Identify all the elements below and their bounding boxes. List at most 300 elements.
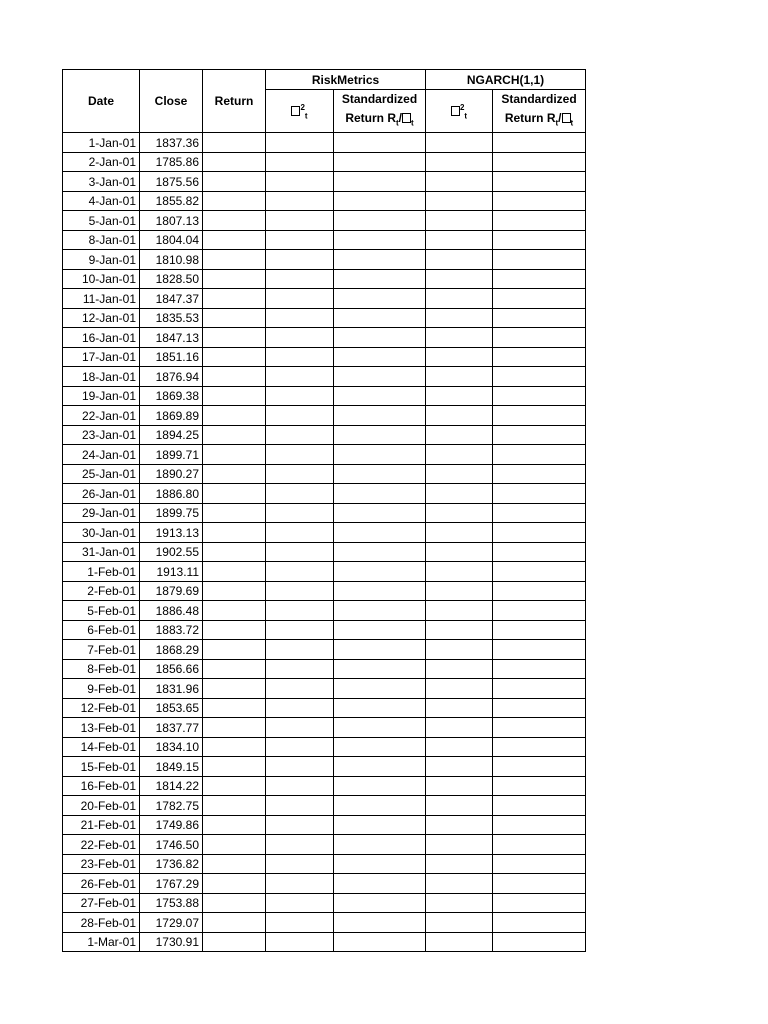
close-cell[interactable]: 1835.53 (140, 308, 203, 328)
riskmetrics-standardized-cell[interactable] (334, 679, 426, 699)
close-cell[interactable]: 1913.11 (140, 562, 203, 582)
close-cell[interactable]: 1879.69 (140, 581, 203, 601)
riskmetrics-variance-cell[interactable] (266, 796, 334, 816)
riskmetrics-standardized-cell[interactable] (334, 347, 426, 367)
riskmetrics-variance-cell[interactable] (266, 854, 334, 874)
riskmetrics-standardized-cell[interactable] (334, 737, 426, 757)
ngarch-standardized-cell[interactable] (493, 913, 586, 933)
close-cell[interactable]: 1856.66 (140, 659, 203, 679)
date-cell[interactable]: 23-Feb-01 (63, 854, 140, 874)
return-cell[interactable] (203, 542, 266, 562)
ngarch-variance-cell[interactable] (426, 464, 493, 484)
ngarch-standardized-cell[interactable] (493, 425, 586, 445)
ngarch-standardized-cell[interactable] (493, 796, 586, 816)
ngarch-standardized-cell[interactable] (493, 445, 586, 465)
riskmetrics-variance-cell[interactable] (266, 464, 334, 484)
ngarch-variance-cell[interactable] (426, 367, 493, 387)
close-cell[interactable]: 1837.36 (140, 133, 203, 153)
riskmetrics-standardized-cell[interactable] (334, 523, 426, 543)
riskmetrics-standardized-cell[interactable] (334, 152, 426, 172)
ngarch-variance-cell[interactable] (426, 581, 493, 601)
ngarch-standardized-cell[interactable] (493, 211, 586, 231)
ngarch-variance-cell[interactable] (426, 913, 493, 933)
date-cell[interactable]: 27-Feb-01 (63, 893, 140, 913)
date-cell[interactable]: 16-Feb-01 (63, 776, 140, 796)
date-header[interactable]: Date (63, 70, 140, 133)
close-cell[interactable]: 1886.48 (140, 601, 203, 621)
return-cell[interactable] (203, 815, 266, 835)
riskmetrics-variance-cell[interactable] (266, 211, 334, 231)
riskmetrics-standardized-cell[interactable] (334, 250, 426, 270)
ngarch-standardized-cell[interactable] (493, 503, 586, 523)
ngarch-variance-cell[interactable] (426, 698, 493, 718)
riskmetrics-standardized-cell[interactable] (334, 133, 426, 153)
ngarch-standardized-cell[interactable] (493, 347, 586, 367)
return-cell[interactable] (203, 172, 266, 192)
ngarch-variance-cell[interactable] (426, 269, 493, 289)
date-cell[interactable]: 20-Feb-01 (63, 796, 140, 816)
ngarch-variance-cell[interactable] (426, 737, 493, 757)
close-cell[interactable]: 1837.77 (140, 718, 203, 738)
close-cell[interactable]: 1831.96 (140, 679, 203, 699)
ngarch-variance-cell[interactable] (426, 484, 493, 504)
riskmetrics-variance-cell[interactable] (266, 620, 334, 640)
ngarch-variance-cell[interactable] (426, 718, 493, 738)
date-cell[interactable]: 2-Feb-01 (63, 581, 140, 601)
riskmetrics-standardized-cell[interactable] (334, 796, 426, 816)
return-cell[interactable] (203, 698, 266, 718)
return-cell[interactable] (203, 737, 266, 757)
riskmetrics-variance-cell[interactable] (266, 757, 334, 777)
riskmetrics-variance-cell[interactable] (266, 932, 334, 952)
return-cell[interactable] (203, 932, 266, 952)
riskmetrics-variance-cell[interactable] (266, 874, 334, 894)
return-cell[interactable] (203, 601, 266, 621)
date-cell[interactable]: 3-Jan-01 (63, 172, 140, 192)
riskmetrics-variance-cell[interactable] (266, 503, 334, 523)
riskmetrics-variance-cell[interactable] (266, 289, 334, 309)
close-cell[interactable]: 1785.86 (140, 152, 203, 172)
date-cell[interactable]: 1-Feb-01 (63, 562, 140, 582)
riskmetrics-variance-cell[interactable] (266, 679, 334, 699)
ngarch-variance-cell[interactable] (426, 328, 493, 348)
ngarch-standardized-cell[interactable] (493, 133, 586, 153)
riskmetrics-standardized-cell[interactable] (334, 269, 426, 289)
return-cell[interactable] (203, 913, 266, 933)
ngarch-standardized-cell[interactable] (493, 718, 586, 738)
riskmetrics-standardized-cell[interactable] (334, 191, 426, 211)
return-cell[interactable] (203, 796, 266, 816)
close-cell[interactable]: 1814.22 (140, 776, 203, 796)
date-cell[interactable]: 22-Jan-01 (63, 406, 140, 426)
date-cell[interactable]: 9-Feb-01 (63, 679, 140, 699)
return-cell[interactable] (203, 874, 266, 894)
ngarch-variance-cell[interactable] (426, 172, 493, 192)
riskmetrics-standardized-cell[interactable] (334, 406, 426, 426)
ngarch-variance-cell[interactable] (426, 796, 493, 816)
date-cell[interactable]: 26-Feb-01 (63, 874, 140, 894)
riskmetrics-standardized-cell[interactable] (334, 698, 426, 718)
return-cell[interactable] (203, 445, 266, 465)
riskmetrics-variance-cell[interactable] (266, 718, 334, 738)
return-cell[interactable] (203, 581, 266, 601)
riskmetrics-standardized-cell[interactable] (334, 289, 426, 309)
close-cell[interactable]: 1886.80 (140, 484, 203, 504)
date-cell[interactable]: 1-Jan-01 (63, 133, 140, 153)
riskmetrics-variance-cell[interactable] (266, 523, 334, 543)
return-cell[interactable] (203, 679, 266, 699)
riskmetrics-standardized-cell[interactable] (334, 425, 426, 445)
riskmetrics-variance-cell[interactable] (266, 815, 334, 835)
return-cell[interactable] (203, 133, 266, 153)
ngarch-standardized-cell[interactable] (493, 640, 586, 660)
ngarch-variance-cell[interactable] (426, 640, 493, 660)
riskmetrics-standardized-cell[interactable] (334, 367, 426, 387)
close-cell[interactable]: 1883.72 (140, 620, 203, 640)
ngarch-standardized-cell[interactable] (493, 815, 586, 835)
close-cell[interactable]: 1847.37 (140, 289, 203, 309)
date-cell[interactable]: 4-Jan-01 (63, 191, 140, 211)
ngarch-variance-cell[interactable] (426, 601, 493, 621)
return-cell[interactable] (203, 620, 266, 640)
date-cell[interactable]: 6-Feb-01 (63, 620, 140, 640)
date-cell[interactable]: 23-Jan-01 (63, 425, 140, 445)
ngarch-standardized-cell[interactable] (493, 308, 586, 328)
ngarch-standardized-cell[interactable] (493, 250, 586, 270)
riskmetrics-standardized-cell[interactable] (334, 386, 426, 406)
ngarch-variance-cell[interactable] (426, 679, 493, 699)
close-cell[interactable]: 1810.98 (140, 250, 203, 270)
riskmetrics-standardized-cell[interactable] (334, 484, 426, 504)
ngarch-standardized-cell[interactable] (493, 230, 586, 250)
ngarch-header[interactable]: NGARCH(1,1) (426, 70, 586, 90)
riskmetrics-variance-cell[interactable] (266, 191, 334, 211)
return-cell[interactable] (203, 893, 266, 913)
date-cell[interactable]: 26-Jan-01 (63, 484, 140, 504)
date-cell[interactable]: 5-Jan-01 (63, 211, 140, 231)
riskmetrics-standardized-cell[interactable] (334, 211, 426, 231)
date-cell[interactable]: 28-Feb-01 (63, 913, 140, 933)
ngarch-standardized-cell[interactable] (493, 679, 586, 699)
date-cell[interactable]: 12-Feb-01 (63, 698, 140, 718)
date-cell[interactable]: 12-Jan-01 (63, 308, 140, 328)
date-cell[interactable]: 18-Jan-01 (63, 367, 140, 387)
ngarch-variance-cell[interactable] (426, 211, 493, 231)
date-cell[interactable]: 25-Jan-01 (63, 464, 140, 484)
ngarch-variance-cell[interactable] (426, 289, 493, 309)
ngarch-standardized-cell[interactable] (493, 932, 586, 952)
ngarch-variance-cell[interactable] (426, 874, 493, 894)
riskmetrics-standardized-cell[interactable] (334, 445, 426, 465)
riskmetrics-standardized-cell[interactable] (334, 542, 426, 562)
ngarch-variance-cell[interactable] (426, 932, 493, 952)
return-cell[interactable] (203, 562, 266, 582)
close-header[interactable]: Close (140, 70, 203, 133)
ngarch-variance-cell[interactable] (426, 406, 493, 426)
ngarch-standardized-cell[interactable] (493, 776, 586, 796)
ngarch-variance-cell[interactable] (426, 815, 493, 835)
close-cell[interactable]: 1729.07 (140, 913, 203, 933)
date-cell[interactable]: 5-Feb-01 (63, 601, 140, 621)
ngarch-standardized-cell[interactable] (493, 562, 586, 582)
return-cell[interactable] (203, 640, 266, 660)
return-cell[interactable] (203, 328, 266, 348)
close-cell[interactable]: 1749.86 (140, 815, 203, 835)
ngarch-standardized-cell[interactable] (493, 484, 586, 504)
riskmetrics-standardized-cell[interactable] (334, 464, 426, 484)
ngarch-standardized-cell[interactable] (493, 737, 586, 757)
riskmetrics-variance-cell[interactable] (266, 445, 334, 465)
ngarch-standardized-cell[interactable] (493, 328, 586, 348)
ngarch-variance-cell[interactable] (426, 308, 493, 328)
ngarch-variance-cell[interactable] (426, 893, 493, 913)
ngarch-variance-cell[interactable] (426, 425, 493, 445)
riskmetrics-variance-cell[interactable] (266, 640, 334, 660)
date-cell[interactable]: 1-Mar-01 (63, 932, 140, 952)
return-cell[interactable] (203, 347, 266, 367)
riskmetrics-standardized-cell[interactable] (334, 815, 426, 835)
riskmetrics-variance-cell[interactable] (266, 425, 334, 445)
ngarch-standardized-cell[interactable] (493, 698, 586, 718)
ngarch-standardized-cell[interactable] (493, 172, 586, 192)
close-cell[interactable]: 1902.55 (140, 542, 203, 562)
riskmetrics-standardized-cell[interactable] (334, 659, 426, 679)
date-cell[interactable]: 17-Jan-01 (63, 347, 140, 367)
riskmetrics-standardized-cell[interactable] (334, 172, 426, 192)
riskmetrics-standardized-cell[interactable] (334, 308, 426, 328)
return-cell[interactable] (203, 854, 266, 874)
ngarch-variance-cell[interactable] (426, 620, 493, 640)
riskmetrics-standardized-cell[interactable] (334, 776, 426, 796)
close-cell[interactable]: 1807.13 (140, 211, 203, 231)
date-cell[interactable]: 10-Jan-01 (63, 269, 140, 289)
return-cell[interactable] (203, 250, 266, 270)
date-cell[interactable]: 31-Jan-01 (63, 542, 140, 562)
riskmetrics-variance-cell[interactable] (266, 152, 334, 172)
close-cell[interactable]: 1849.15 (140, 757, 203, 777)
date-cell[interactable]: 22-Feb-01 (63, 835, 140, 855)
ngarch-variance-cell[interactable] (426, 133, 493, 153)
riskmetrics-standardized-cell[interactable] (334, 562, 426, 582)
riskmetrics-variance-cell[interactable] (266, 581, 334, 601)
riskmetrics-standardized-cell[interactable] (334, 854, 426, 874)
return-cell[interactable] (203, 659, 266, 679)
close-cell[interactable]: 1847.13 (140, 328, 203, 348)
riskmetrics-standardized-cell[interactable] (334, 874, 426, 894)
riskmetrics-variance-cell[interactable] (266, 893, 334, 913)
riskmetrics-variance-cell[interactable] (266, 328, 334, 348)
riskmetrics-variance-cell[interactable] (266, 133, 334, 153)
close-cell[interactable]: 1899.71 (140, 445, 203, 465)
riskmetrics-standardized-cell[interactable] (334, 230, 426, 250)
return-cell[interactable] (203, 484, 266, 504)
riskmetrics-variance-cell[interactable] (266, 737, 334, 757)
ngarch-standardized-cell[interactable] (493, 581, 586, 601)
ngarch-variance-cell[interactable] (426, 445, 493, 465)
ngarch-variance-cell[interactable] (426, 542, 493, 562)
riskmetrics-variance-cell[interactable] (266, 601, 334, 621)
close-cell[interactable]: 1876.94 (140, 367, 203, 387)
ngarch-variance-cell[interactable] (426, 776, 493, 796)
ngarch-variance-cell[interactable] (426, 347, 493, 367)
ngarch-standardized-cell[interactable] (493, 854, 586, 874)
ngarch-standardized-cell[interactable] (493, 874, 586, 894)
riskmetrics-standardized-cell[interactable] (334, 601, 426, 621)
riskmetrics-standardized-header[interactable]: Standardized Return $R_t/$ $_t$ (334, 90, 426, 133)
close-cell[interactable]: 1828.50 (140, 269, 203, 289)
ngarch-standardized-cell[interactable] (493, 835, 586, 855)
ngarch-variance-cell[interactable] (426, 230, 493, 250)
riskmetrics-variance-cell[interactable] (266, 347, 334, 367)
return-cell[interactable] (203, 211, 266, 231)
return-cell[interactable] (203, 406, 266, 426)
date-cell[interactable]: 19-Jan-01 (63, 386, 140, 406)
return-cell[interactable] (203, 152, 266, 172)
return-cell[interactable] (203, 835, 266, 855)
date-cell[interactable]: 21-Feb-01 (63, 815, 140, 835)
ngarch-variance-cell[interactable] (426, 503, 493, 523)
riskmetrics-standardized-cell[interactable] (334, 757, 426, 777)
close-cell[interactable]: 1851.16 (140, 347, 203, 367)
ngarch-standardized-cell[interactable] (493, 289, 586, 309)
date-cell[interactable]: 7-Feb-01 (63, 640, 140, 660)
ngarch-variance-cell[interactable] (426, 152, 493, 172)
riskmetrics-standardized-cell[interactable] (334, 913, 426, 933)
date-cell[interactable]: 14-Feb-01 (63, 737, 140, 757)
ngarch-variance-cell[interactable] (426, 386, 493, 406)
close-cell[interactable]: 1869.38 (140, 386, 203, 406)
close-cell[interactable]: 1869.89 (140, 406, 203, 426)
riskmetrics-variance-cell[interactable] (266, 542, 334, 562)
return-cell[interactable] (203, 523, 266, 543)
ngarch-standardized-cell[interactable] (493, 893, 586, 913)
riskmetrics-variance-cell[interactable] (266, 776, 334, 796)
ngarch-variance-cell[interactable] (426, 854, 493, 874)
riskmetrics-standardized-cell[interactable] (334, 503, 426, 523)
riskmetrics-variance-cell[interactable] (266, 913, 334, 933)
ngarch-variance-cell[interactable] (426, 191, 493, 211)
date-cell[interactable]: 9-Jan-01 (63, 250, 140, 270)
close-cell[interactable]: 1890.27 (140, 464, 203, 484)
ngarch-variance-cell[interactable] (426, 523, 493, 543)
ngarch-standardized-header[interactable]: Standardized Return $R_t/$ $_t$ (493, 90, 586, 133)
return-cell[interactable] (203, 269, 266, 289)
ngarch-standardized-cell[interactable] (493, 386, 586, 406)
riskmetrics-variance-cell[interactable] (266, 659, 334, 679)
riskmetrics-standardized-cell[interactable] (334, 620, 426, 640)
close-cell[interactable]: 1855.82 (140, 191, 203, 211)
ngarch-standardized-cell[interactable] (493, 757, 586, 777)
riskmetrics-variance-cell[interactable] (266, 835, 334, 855)
close-cell[interactable]: 1730.91 (140, 932, 203, 952)
return-cell[interactable] (203, 289, 266, 309)
ngarch-variance-cell[interactable] (426, 659, 493, 679)
return-cell[interactable] (203, 757, 266, 777)
ngarch-standardized-cell[interactable] (493, 659, 586, 679)
ngarch-standardized-cell[interactable] (493, 191, 586, 211)
date-cell[interactable]: 24-Jan-01 (63, 445, 140, 465)
date-cell[interactable]: 15-Feb-01 (63, 757, 140, 777)
riskmetrics-standardized-cell[interactable] (334, 581, 426, 601)
riskmetrics-variance-cell[interactable] (266, 250, 334, 270)
ngarch-standardized-cell[interactable] (493, 542, 586, 562)
riskmetrics-variance-header[interactable]: $^2_t$ (266, 90, 334, 133)
close-cell[interactable]: 1868.29 (140, 640, 203, 660)
riskmetrics-standardized-cell[interactable] (334, 718, 426, 738)
date-cell[interactable]: 8-Feb-01 (63, 659, 140, 679)
return-cell[interactable] (203, 191, 266, 211)
return-cell[interactable] (203, 230, 266, 250)
close-cell[interactable]: 1913.13 (140, 523, 203, 543)
date-cell[interactable]: 13-Feb-01 (63, 718, 140, 738)
ngarch-variance-cell[interactable] (426, 757, 493, 777)
riskmetrics-header[interactable]: RiskMetrics (266, 70, 426, 90)
riskmetrics-variance-cell[interactable] (266, 386, 334, 406)
date-cell[interactable]: 2-Jan-01 (63, 152, 140, 172)
ngarch-standardized-cell[interactable] (493, 601, 586, 621)
return-cell[interactable] (203, 386, 266, 406)
riskmetrics-variance-cell[interactable] (266, 367, 334, 387)
riskmetrics-variance-cell[interactable] (266, 269, 334, 289)
ngarch-standardized-cell[interactable] (493, 367, 586, 387)
riskmetrics-variance-cell[interactable] (266, 406, 334, 426)
close-cell[interactable]: 1853.65 (140, 698, 203, 718)
return-header[interactable]: Return (203, 70, 266, 133)
riskmetrics-standardized-cell[interactable] (334, 932, 426, 952)
close-cell[interactable]: 1899.75 (140, 503, 203, 523)
date-cell[interactable]: 30-Jan-01 (63, 523, 140, 543)
close-cell[interactable]: 1753.88 (140, 893, 203, 913)
date-cell[interactable]: 8-Jan-01 (63, 230, 140, 250)
close-cell[interactable]: 1834.10 (140, 737, 203, 757)
ngarch-standardized-cell[interactable] (493, 620, 586, 640)
riskmetrics-standardized-cell[interactable] (334, 893, 426, 913)
return-cell[interactable] (203, 308, 266, 328)
date-cell[interactable]: 11-Jan-01 (63, 289, 140, 309)
riskmetrics-standardized-cell[interactable] (334, 328, 426, 348)
close-cell[interactable]: 1746.50 (140, 835, 203, 855)
ngarch-variance-cell[interactable] (426, 562, 493, 582)
return-cell[interactable] (203, 776, 266, 796)
close-cell[interactable]: 1767.29 (140, 874, 203, 894)
ngarch-variance-header[interactable]: $^2_t$ (426, 90, 493, 133)
return-cell[interactable] (203, 503, 266, 523)
ngarch-standardized-cell[interactable] (493, 523, 586, 543)
return-cell[interactable] (203, 367, 266, 387)
return-cell[interactable] (203, 464, 266, 484)
close-cell[interactable]: 1875.56 (140, 172, 203, 192)
ngarch-variance-cell[interactable] (426, 250, 493, 270)
return-cell[interactable] (203, 718, 266, 738)
date-cell[interactable]: 16-Jan-01 (63, 328, 140, 348)
riskmetrics-variance-cell[interactable] (266, 230, 334, 250)
date-cell[interactable]: 29-Jan-01 (63, 503, 140, 523)
riskmetrics-standardized-cell[interactable] (334, 835, 426, 855)
ngarch-variance-cell[interactable] (426, 835, 493, 855)
close-cell[interactable]: 1894.25 (140, 425, 203, 445)
riskmetrics-variance-cell[interactable] (266, 308, 334, 328)
riskmetrics-variance-cell[interactable] (266, 562, 334, 582)
close-cell[interactable]: 1782.75 (140, 796, 203, 816)
ngarch-standardized-cell[interactable] (493, 269, 586, 289)
ngarch-standardized-cell[interactable] (493, 406, 586, 426)
riskmetrics-variance-cell[interactable] (266, 698, 334, 718)
close-cell[interactable]: 1736.82 (140, 854, 203, 874)
riskmetrics-standardized-cell[interactable] (334, 640, 426, 660)
close-cell[interactable]: 1804.04 (140, 230, 203, 250)
return-cell[interactable] (203, 425, 266, 445)
riskmetrics-variance-cell[interactable] (266, 484, 334, 504)
